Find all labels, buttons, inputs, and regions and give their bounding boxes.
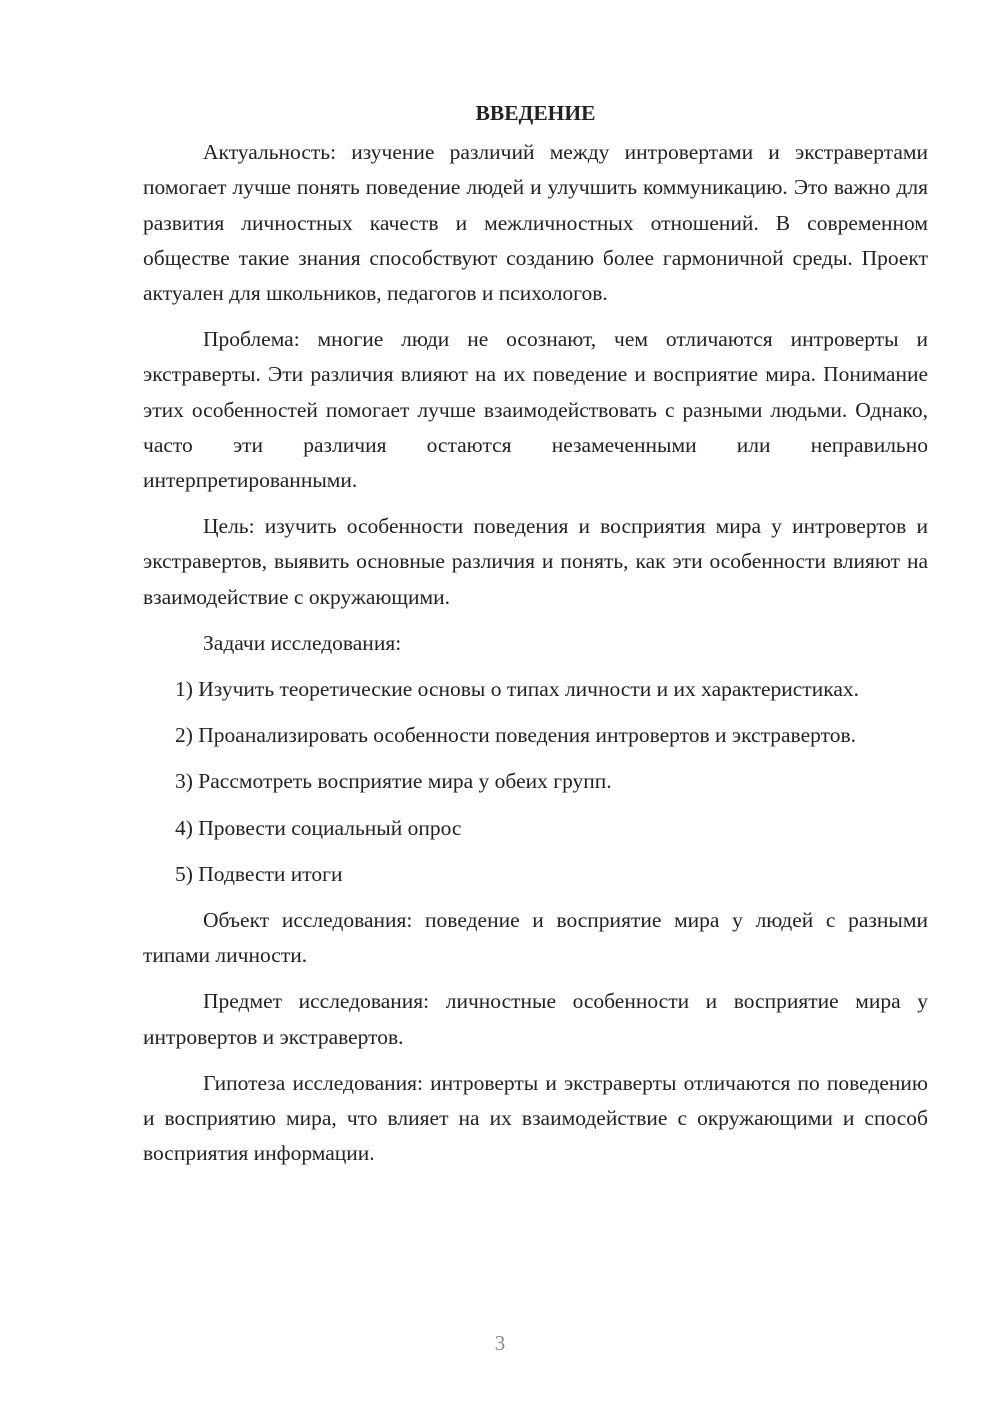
task-item-1: 1) Изучить теоретические основы о типах личности и их характеристиках. — [175, 677, 860, 702]
task-item-3: 3) Рассмотреть восприятие мира у обеих групп. — [175, 769, 612, 794]
document-page — [143, 96, 928, 1182]
page-title: ВВЕДЕНИЕ — [475, 101, 596, 125]
research-hypothesis-paragraph: Гипотеза исследования: интроверты и экстраверты отличаются по поведению и восприятию мира, что влияет на их взаимодействие с окружающими и способ восприятия информации. — [143, 1070, 928, 1166]
task-item-5: 5) Подвести итоги — [175, 861, 343, 886]
research-object-paragraph: Объект исследования: поведение и восприятие мира у людей с разными типами личности. — [143, 908, 928, 968]
page-number: 3 — [494, 1331, 506, 1355]
task-item-4: 4) Провести социальный опрос — [175, 815, 462, 840]
tasks-title: Задачи исследования: — [203, 630, 402, 655]
research-subject-paragraph: Предмет исследования: личностные особенности и восприятие мира у интровертов и экстравертов. — [143, 989, 928, 1049]
relevance-paragraph: Актуальность: изучение различий между интровертами и экстравертами помогает лучше понять поведение людей и улучшить коммуникацию. Это важно для развития личностных качеств и межличностных отношений. В современном обществе такие знания способствуют созданию более гармоничной среды. Проект актуален для школьников, педагогов и психологов. — [143, 140, 928, 306]
task-item-2: 2) Проанализировать особенности поведения интровертов и экстравертов. — [175, 723, 856, 748]
problem-paragraph: Проблема: многие люди не осознают, чем отличаются интроверты и экстраверты. Эти различия влияют на их поведение и восприятие мира. Понимание этих особенностей помогает лучше взаимодействовать с разными людьми. Однако, часто эти различия остаются незамеченными или неправильно интерпретированными. — [143, 327, 928, 493]
goal-paragraph: Цель: изучить особенности поведения и восприятия мира у интровертов и экстравертов, выявить основные различия и понять, как эти особенности влияют на взаимодействие с окружающими. — [143, 514, 928, 609]
